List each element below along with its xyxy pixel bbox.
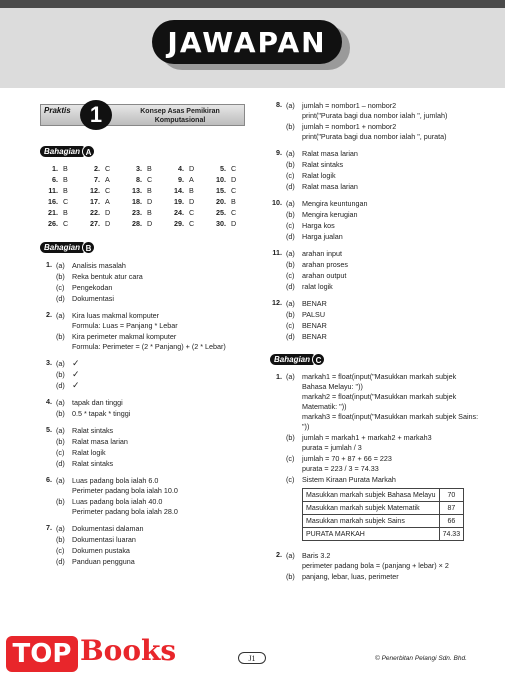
answer-number: 15. bbox=[216, 186, 226, 195]
answer-number: 6. bbox=[52, 175, 58, 184]
answer-text: Baris 3.2 bbox=[302, 551, 331, 560]
answer-number: 22. bbox=[90, 208, 100, 217]
answer-subtext: Perimeter padang bola ialah 10.0 bbox=[72, 486, 178, 495]
table-row bbox=[303, 528, 464, 541]
table-cell-value: 87 bbox=[439, 502, 464, 515]
question-8 bbox=[270, 100, 480, 142]
right-column bbox=[270, 100, 480, 588]
answer-text: jumlah = nombor1 + nombor2 bbox=[302, 122, 397, 131]
answer-text: Ralat masa larian bbox=[72, 437, 128, 446]
answer-item bbox=[82, 219, 124, 228]
answer-text: Mengira keuntungan bbox=[302, 199, 368, 208]
part-label: (c) bbox=[56, 546, 65, 555]
table-cell-value: 70 bbox=[439, 489, 464, 502]
question-3 bbox=[40, 358, 250, 391]
answer-text: Reka bentuk atur cara bbox=[72, 272, 143, 281]
part-label: (c) bbox=[56, 283, 65, 292]
answer-subtext: Formula: Luas = Panjang * Lebar bbox=[72, 321, 178, 330]
answer-number: 9. bbox=[178, 175, 184, 184]
title-banner bbox=[152, 20, 342, 64]
part-label: (b) bbox=[56, 437, 65, 446]
section-letter: B bbox=[82, 241, 95, 254]
section-label: Bahagian bbox=[270, 354, 314, 365]
part-label: (d) bbox=[56, 459, 65, 468]
part-label: (c) bbox=[286, 221, 295, 230]
answer-item bbox=[166, 197, 208, 206]
question-number: 2. bbox=[46, 310, 52, 319]
answer-choice: B bbox=[147, 186, 152, 195]
answer-choice: A bbox=[105, 197, 110, 206]
answer-item bbox=[124, 175, 166, 184]
question-number: 4. bbox=[46, 397, 52, 406]
part-label: (b) bbox=[286, 572, 295, 581]
answer-number: 16. bbox=[48, 197, 58, 206]
table-row bbox=[303, 502, 464, 515]
section-label: Bahagian bbox=[40, 242, 84, 253]
answer-choice: C bbox=[231, 186, 237, 195]
part-label: (b) bbox=[56, 497, 65, 506]
part-label: (d) bbox=[56, 294, 65, 303]
part-label: (b) bbox=[56, 332, 65, 341]
part-label: (a) bbox=[286, 249, 295, 258]
answer-text: Ralat sintaks bbox=[72, 459, 114, 468]
answer-choice: D bbox=[189, 164, 195, 173]
answer-item bbox=[82, 208, 124, 217]
part-label: (c) bbox=[286, 454, 295, 463]
answer-subtext: purata = jumlah / 3 bbox=[302, 443, 362, 452]
answer-text: BENAR bbox=[302, 332, 327, 341]
part-label: (d) bbox=[286, 232, 295, 241]
question-12 bbox=[270, 298, 480, 342]
section-letter: C bbox=[312, 353, 325, 366]
answer-choice: B bbox=[63, 186, 68, 195]
section-c-heading bbox=[270, 352, 325, 366]
left-column bbox=[40, 98, 250, 573]
part-label: (a) bbox=[286, 101, 295, 110]
part-label: (a) bbox=[56, 398, 65, 407]
answer-number: 23. bbox=[132, 208, 142, 217]
question-number: 8. bbox=[276, 100, 282, 109]
answer-subtext: print("Purata bagi dua nombor ialah ", jumlah) bbox=[302, 111, 448, 120]
answer-item bbox=[82, 186, 124, 195]
answer-subtext: markah3 = float(input("Masukkan markah subjek Sains: ")) bbox=[302, 412, 479, 431]
answer-text: arahan input bbox=[302, 249, 342, 258]
answer-item bbox=[166, 219, 208, 228]
topbooks-logo bbox=[0, 628, 190, 676]
part-label: (d) bbox=[286, 332, 295, 341]
table-row bbox=[303, 515, 464, 528]
table-cell-label: Masukkan markah subjek Bahasa Melayu bbox=[303, 489, 440, 502]
answer-number: 5. bbox=[220, 164, 226, 173]
answer-number: 27. bbox=[90, 219, 100, 228]
answer-text: Mengira kerugian bbox=[302, 210, 358, 219]
answer-item bbox=[40, 197, 82, 206]
answer-text: markah1 = float(input("Masukkan markah subjek Bahasa Melayu: ")) bbox=[302, 372, 457, 391]
answer-choice: C bbox=[189, 219, 195, 228]
answer-number: 2. bbox=[94, 164, 100, 173]
answer-choice: B bbox=[147, 164, 152, 173]
praktis-label: Praktis bbox=[44, 106, 71, 115]
answer-text: BENAR bbox=[302, 321, 327, 330]
question-number: 10. bbox=[272, 198, 282, 207]
answer-choice: B bbox=[189, 186, 194, 195]
part-label: (a) bbox=[286, 551, 295, 560]
page-title: JAWAPAN bbox=[167, 26, 327, 59]
answer-item bbox=[166, 164, 208, 173]
answer-text: Harga jualan bbox=[302, 232, 343, 241]
question-5 bbox=[40, 425, 250, 469]
answer-item bbox=[166, 175, 208, 184]
part-label: (c) bbox=[286, 321, 295, 330]
praktis-title: Konsep Asas Pemikiran Komputasional bbox=[140, 108, 220, 124]
question-number: 2. bbox=[276, 550, 282, 559]
part-label: (a) bbox=[56, 524, 65, 533]
answer-choice: C bbox=[231, 164, 237, 173]
answer-number: 20. bbox=[216, 197, 226, 206]
answer-number: 19. bbox=[174, 197, 184, 206]
answer-choice: C bbox=[63, 219, 69, 228]
answer-item bbox=[166, 186, 208, 195]
answer-text: Luas padang bola ialah 6.0 bbox=[72, 476, 159, 485]
answer-text: Ralat sintaks bbox=[72, 426, 114, 435]
part-label: (a) bbox=[56, 426, 65, 435]
answer-number: 1. bbox=[52, 164, 58, 173]
answer-grid bbox=[40, 164, 250, 228]
answer-text: tapak dan tinggi bbox=[72, 398, 123, 407]
answer-number: 24. bbox=[174, 208, 184, 217]
answer-choice: D bbox=[147, 197, 153, 206]
answer-text: Pengekodan bbox=[72, 283, 113, 292]
answer-text: ralat logik bbox=[302, 282, 333, 291]
answer-choice: A bbox=[105, 175, 110, 184]
question-number: 1. bbox=[46, 260, 52, 269]
answer-number: 4. bbox=[178, 164, 184, 173]
question-9 bbox=[270, 148, 480, 192]
question-11 bbox=[270, 248, 480, 292]
section-b-heading bbox=[40, 240, 95, 254]
part-label: (a) bbox=[56, 261, 65, 270]
answer-number: 28. bbox=[132, 219, 142, 228]
answer-choice: A bbox=[189, 175, 194, 184]
answer-number: 13. bbox=[132, 186, 142, 195]
answer-choice: C bbox=[231, 208, 237, 217]
answer-text: Kira luas makmal komputer bbox=[72, 311, 160, 320]
answer-subtext: purata = 223 / 3 = 74.33 bbox=[302, 464, 379, 473]
answer-choice: B bbox=[231, 197, 236, 206]
part-label: (d) bbox=[56, 381, 65, 390]
answer-number: 25. bbox=[216, 208, 226, 217]
answer-choice: B bbox=[63, 175, 68, 184]
section-a-heading bbox=[40, 144, 95, 158]
answer-item bbox=[208, 219, 250, 228]
answer-text: Dokumen pustaka bbox=[72, 546, 130, 555]
answer-text: jumlah = nombor1 – nombor2 bbox=[302, 101, 397, 110]
answer-choice: D bbox=[105, 208, 111, 217]
answer-item bbox=[82, 164, 124, 173]
answer-item bbox=[208, 175, 250, 184]
answer-number: 21. bbox=[48, 208, 58, 217]
answer-text: 0.5 * tapak * tinggi bbox=[72, 409, 131, 418]
answer-text: BENAR bbox=[302, 299, 327, 308]
part-label: (b) bbox=[56, 370, 65, 379]
answer-choice: C bbox=[63, 197, 69, 206]
answer-item bbox=[124, 208, 166, 217]
answer-text: panjang, lebar, luas, perimeter bbox=[302, 572, 399, 581]
part-label: (c) bbox=[56, 448, 65, 457]
answer-subtext: markah2 = float(input("Masukkan markah subjek Matematik: ")) bbox=[302, 392, 457, 411]
part-label: (b) bbox=[56, 409, 65, 418]
part-label: (b) bbox=[56, 272, 65, 281]
praktis-header bbox=[40, 98, 250, 132]
answer-choice: B bbox=[63, 208, 68, 217]
question-number: 6. bbox=[46, 475, 52, 484]
answer-choice: C bbox=[105, 164, 111, 173]
answer-subtext: Formula: Perimeter = (2 * Panjang) + (2 * Lebar) bbox=[72, 342, 226, 351]
answer-subtext: Perimeter padang bola ialah 28.0 bbox=[72, 507, 178, 516]
answer-choice: D bbox=[231, 219, 237, 228]
answer-text: Analisis masalah bbox=[72, 261, 126, 270]
section-letter: A bbox=[82, 145, 95, 158]
top-strip bbox=[0, 0, 505, 8]
answer-number: 26. bbox=[48, 219, 58, 228]
answer-text: Ralat masa larian bbox=[302, 182, 358, 191]
answer-item bbox=[208, 197, 250, 206]
answer-item bbox=[208, 186, 250, 195]
copyright-text: © Penerbitan Pelangi Sdn. Bhd. bbox=[375, 655, 467, 662]
answer-item bbox=[82, 197, 124, 206]
answer-number: 14. bbox=[174, 186, 184, 195]
answer-text: jumlah = 70 + 87 + 66 = 223 bbox=[302, 454, 392, 463]
answer-subtext: print("Purata bagi dua nombor ialah ", purata) bbox=[302, 132, 447, 141]
answer-item bbox=[124, 164, 166, 173]
answer-text: Sistem Kiraan Purata Markah bbox=[302, 475, 396, 484]
part-label: (a) bbox=[286, 372, 295, 381]
answer-subtext: perimeter padang bola = (panjang + lebar) × 2 bbox=[302, 561, 449, 570]
part-label: (b) bbox=[286, 122, 295, 131]
answer-item bbox=[82, 175, 124, 184]
question-4 bbox=[40, 397, 250, 419]
answer-item bbox=[208, 208, 250, 217]
answer-choice: C bbox=[105, 186, 111, 195]
answer-choice: B bbox=[147, 208, 152, 217]
answer-item bbox=[40, 219, 82, 228]
answer-number: 11. bbox=[48, 186, 58, 195]
answer-text: Kira perimeter makmal komputer bbox=[72, 332, 177, 341]
part-label: (a) bbox=[56, 476, 65, 485]
answer-number: 12. bbox=[90, 186, 100, 195]
answer-number: 3. bbox=[136, 164, 142, 173]
check-icon: ✓ bbox=[72, 369, 80, 379]
praktis-number: 1 bbox=[80, 100, 112, 130]
answer-number: 30. bbox=[216, 219, 226, 228]
question-1 bbox=[40, 260, 250, 304]
logo-top-text: TOP bbox=[6, 636, 78, 672]
table-cell-label: Masukkan markah subjek Sains bbox=[303, 515, 440, 528]
part-label: (a) bbox=[286, 299, 295, 308]
part-label: (b) bbox=[286, 260, 295, 269]
answer-text: jumlah = markah1 + markah2 + markah3 bbox=[302, 433, 432, 442]
answer-choice: D bbox=[189, 197, 195, 206]
part-label: (d) bbox=[56, 557, 65, 566]
answer-choice: B bbox=[63, 164, 68, 173]
answer-number: 29. bbox=[174, 219, 184, 228]
part-label: (b) bbox=[286, 433, 295, 442]
answer-text: Ralat masa larian bbox=[302, 149, 358, 158]
answer-number: 7. bbox=[94, 175, 100, 184]
answer-item bbox=[124, 219, 166, 228]
answer-text: Dokumentasi bbox=[72, 294, 114, 303]
answer-text: arahan proses bbox=[302, 260, 348, 269]
page-number: J1 bbox=[238, 652, 266, 664]
output-table bbox=[302, 488, 464, 541]
part-label: (a) bbox=[286, 199, 295, 208]
answer-text: Ralat logik bbox=[72, 448, 106, 457]
question-2 bbox=[40, 310, 250, 352]
part-label: (c) bbox=[286, 475, 295, 484]
part-label: (a) bbox=[56, 311, 65, 320]
answer-item bbox=[40, 175, 82, 184]
question-number: 5. bbox=[46, 425, 52, 434]
answer-item bbox=[40, 208, 82, 217]
question-10 bbox=[270, 198, 480, 242]
answer-item bbox=[40, 164, 82, 173]
part-label: (b) bbox=[286, 310, 295, 319]
question-c2 bbox=[270, 550, 480, 582]
table-cell-label: Masukkan markah subjek Matematik bbox=[303, 502, 440, 515]
answer-text: Ralat sintaks bbox=[302, 160, 344, 169]
answer-item bbox=[124, 186, 166, 195]
answer-text: Luas padang bola ialah 40.0 bbox=[72, 497, 163, 506]
answer-item bbox=[166, 208, 208, 217]
answer-text: Dokumentasi luaran bbox=[72, 535, 136, 544]
question-number: 9. bbox=[276, 148, 282, 157]
section-label: Bahagian bbox=[40, 146, 84, 157]
part-label: (b) bbox=[286, 160, 295, 169]
answer-item bbox=[208, 164, 250, 173]
answer-text: arahan output bbox=[302, 271, 347, 280]
answer-choice: C bbox=[147, 175, 153, 184]
answer-item bbox=[40, 186, 82, 195]
part-label: (c) bbox=[286, 171, 295, 180]
table-cell-label: PURATA MARKAH bbox=[303, 528, 440, 541]
question-number: 1. bbox=[276, 372, 282, 381]
part-label: (d) bbox=[286, 282, 295, 291]
part-label: (b) bbox=[56, 535, 65, 544]
check-icon: ✓ bbox=[72, 380, 80, 390]
answer-choice: D bbox=[105, 219, 111, 228]
answer-choice: C bbox=[189, 208, 195, 217]
question-number: 3. bbox=[46, 358, 52, 367]
answer-choice: D bbox=[231, 175, 237, 184]
answer-number: 18. bbox=[132, 197, 142, 206]
table-cell-value: 74.33 bbox=[439, 528, 464, 541]
part-label: (c) bbox=[286, 271, 295, 280]
question-number: 7. bbox=[46, 523, 52, 532]
logo-books-text: Books bbox=[80, 634, 177, 667]
part-label: (a) bbox=[286, 149, 295, 158]
part-label: (b) bbox=[286, 210, 295, 219]
answer-number: 8. bbox=[136, 175, 142, 184]
answer-text: Dokumentasi dalaman bbox=[72, 524, 144, 533]
question-number: 11. bbox=[272, 248, 282, 257]
answer-text: Ralat logik bbox=[302, 171, 336, 180]
answer-text: Harga kos bbox=[302, 221, 335, 230]
question-7 bbox=[40, 523, 250, 567]
answer-choice: D bbox=[147, 219, 153, 228]
check-icon: ✓ bbox=[72, 358, 80, 368]
question-c1 bbox=[270, 372, 480, 544]
part-label: (a) bbox=[56, 359, 65, 368]
answer-text: Panduan pengguna bbox=[72, 557, 135, 566]
answer-item bbox=[124, 197, 166, 206]
table-cell-value: 66 bbox=[439, 515, 464, 528]
answer-number: 17. bbox=[90, 197, 100, 206]
question-number: 12. bbox=[272, 298, 282, 307]
table-row bbox=[303, 489, 464, 502]
part-label: (d) bbox=[286, 182, 295, 191]
answer-text: PALSU bbox=[302, 310, 326, 319]
question-6 bbox=[40, 475, 250, 517]
answer-number: 10. bbox=[216, 175, 226, 184]
